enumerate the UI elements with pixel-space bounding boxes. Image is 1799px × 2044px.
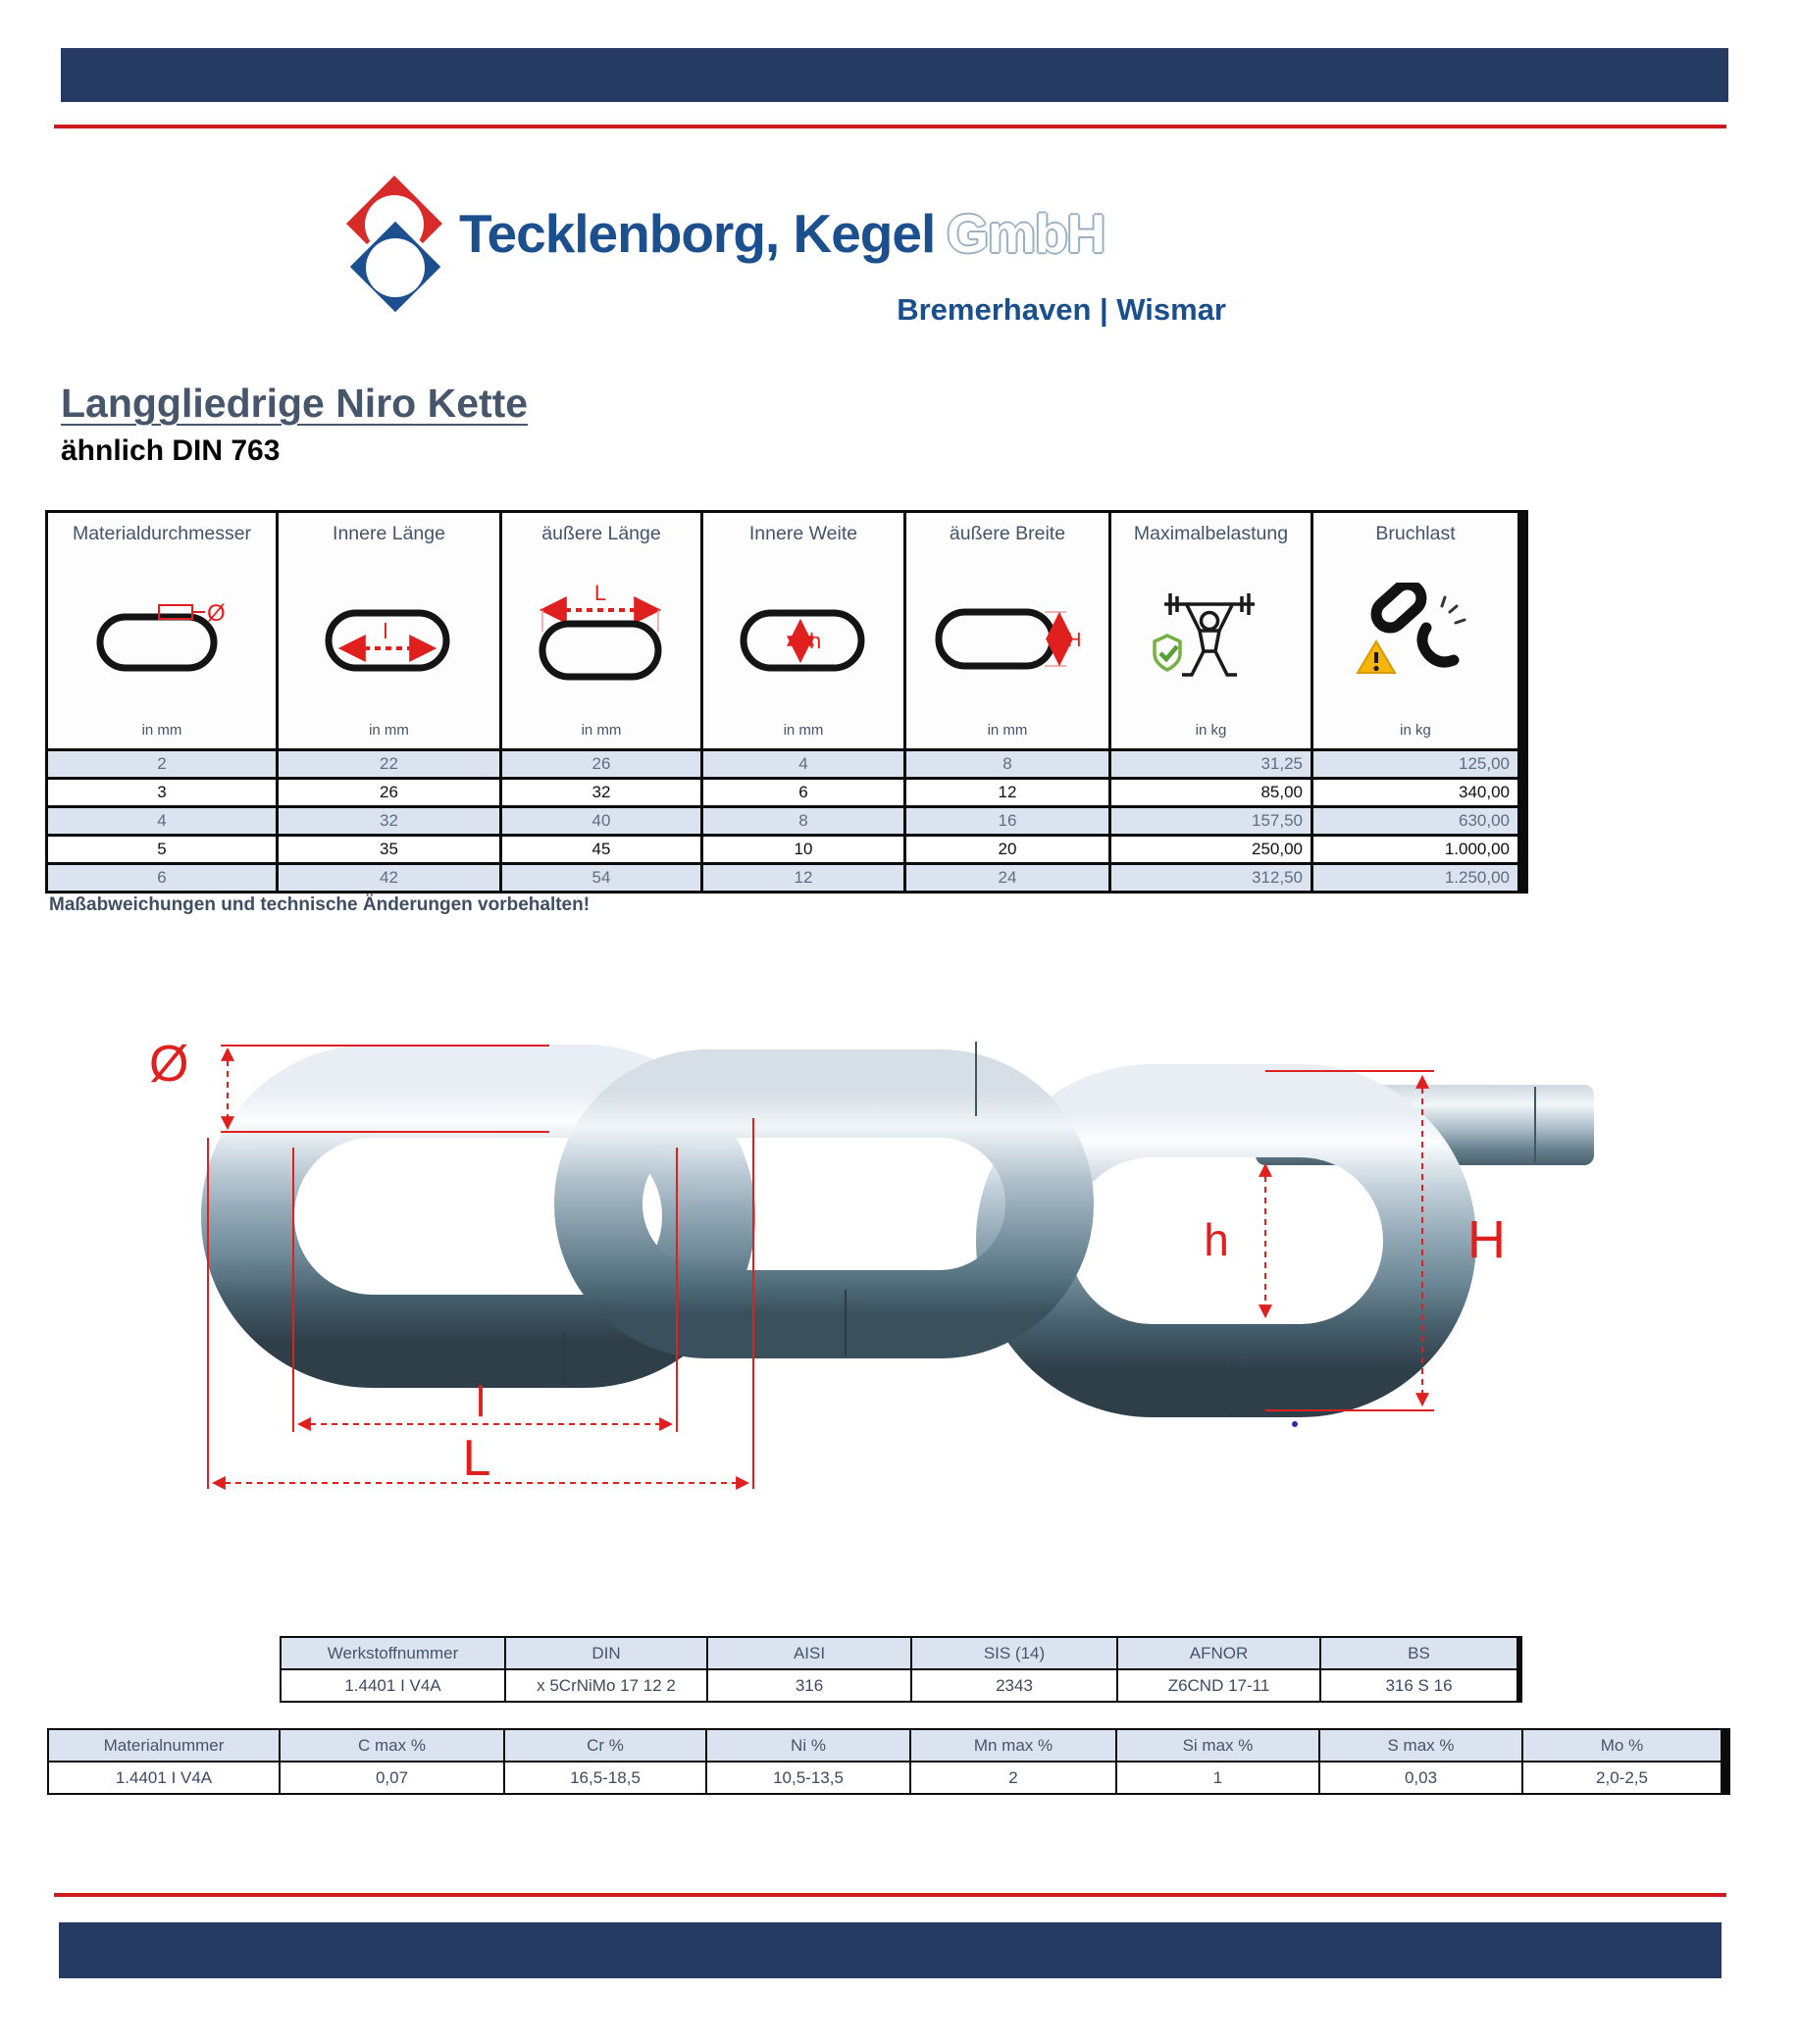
dimension-cell: 5 bbox=[48, 837, 276, 862]
material-header-cell: BS bbox=[1321, 1638, 1516, 1668]
column-aeussere-breite: äußere Breite H in mm bbox=[906, 513, 1108, 748]
dimension-cell: 45 bbox=[502, 837, 700, 862]
column-maximalbelastung: Maximalbelastung in kg bbox=[1111, 513, 1311, 748]
company-name-suffix: GmbH bbox=[947, 203, 1105, 264]
composition-table-header bbox=[49, 1730, 1728, 1761]
link-outer-length-icon bbox=[526, 545, 678, 722]
composition-table-values bbox=[49, 1763, 1728, 1793]
svg-text:l: l bbox=[383, 618, 388, 643]
material-value-cell: x 5CrNiMo 17 12 2 bbox=[506, 1670, 706, 1701]
dimension-table bbox=[45, 510, 1528, 894]
dimension-cell: 40 bbox=[502, 808, 700, 834]
page-subtitle: ähnlich DIN 763 bbox=[61, 434, 281, 467]
dimension-cell: 42 bbox=[279, 865, 499, 891]
dimension-cell: 10 bbox=[703, 837, 903, 862]
material-table-values bbox=[282, 1670, 1520, 1701]
dimension-cell: 16 bbox=[906, 808, 1108, 834]
dimension-cell: 85,00 bbox=[1111, 780, 1311, 805]
dimension-cell: 250,00 bbox=[1111, 837, 1311, 862]
chain-diagram bbox=[0, 1000, 1799, 1550]
svg-text:Ø: Ø bbox=[206, 599, 226, 627]
dimension-cell: 24 bbox=[906, 865, 1108, 891]
disclaimer-note: Maßabweichungen und technische Änderungen vorbehalten! bbox=[49, 894, 591, 915]
material-header-cell: Werkstoffnummer bbox=[282, 1638, 504, 1668]
link-inner-length-icon bbox=[313, 545, 465, 722]
composition-value-cell: 2,0-2,5 bbox=[1523, 1763, 1721, 1793]
company-logo-icon bbox=[334, 167, 461, 324]
top-navy-bar bbox=[61, 48, 1728, 102]
composition-value-cell: 2 bbox=[911, 1763, 1115, 1793]
dimension-table-rows bbox=[48, 751, 1525, 891]
inner-width-label: h bbox=[1204, 1214, 1229, 1265]
dimension-cell: 26 bbox=[279, 780, 499, 805]
dimension-cell: 312,50 bbox=[1111, 865, 1311, 891]
dimension-cell: 54 bbox=[502, 865, 700, 891]
material-table bbox=[280, 1636, 1522, 1703]
dimension-cell: 8 bbox=[703, 808, 903, 834]
composition-value-cell: 1.4401 I V4A bbox=[49, 1763, 279, 1793]
dimension-cell: 4 bbox=[48, 808, 276, 834]
dimension-cell: 32 bbox=[279, 808, 499, 834]
dimension-cell: 6 bbox=[48, 865, 276, 891]
column-innere-laenge: Innere Länge l in mm bbox=[279, 513, 499, 748]
composition-value-cell: 10,5-13,5 bbox=[707, 1763, 909, 1793]
material-header-cell: SIS (14) bbox=[912, 1638, 1116, 1668]
dimension-cell: 8 bbox=[906, 751, 1108, 777]
dimension-cell: 125,00 bbox=[1313, 751, 1517, 777]
dimension-cell: 630,00 bbox=[1313, 808, 1517, 834]
composition-value-cell: 1 bbox=[1117, 1763, 1318, 1793]
composition-value-cell: 16,5-18,5 bbox=[505, 1763, 705, 1793]
top-red-rule bbox=[54, 125, 1726, 128]
company-name-main: Tecklenborg, Kegel bbox=[459, 203, 936, 264]
link-inner-width-icon bbox=[728, 545, 880, 722]
weightlifter-icon bbox=[1135, 545, 1287, 722]
material-table-header bbox=[282, 1638, 1520, 1668]
composition-header-cell: C max % bbox=[281, 1730, 503, 1761]
column-aeussere-laenge: äußere Länge L in mm bbox=[502, 513, 700, 748]
outer-length-label: L bbox=[462, 1430, 491, 1487]
dimension-cell: 157,50 bbox=[1111, 808, 1311, 834]
composition-header-cell: Ni % bbox=[707, 1730, 909, 1761]
svg-text:h: h bbox=[808, 628, 821, 653]
dimension-cell: 12 bbox=[906, 780, 1108, 805]
column-bruchlast: Bruchlast in kg bbox=[1313, 513, 1517, 748]
svg-text:L: L bbox=[593, 585, 606, 605]
composition-header-cell: Mn max % bbox=[911, 1730, 1115, 1761]
link-diameter-icon bbox=[86, 545, 238, 722]
dimension-cell: 340,00 bbox=[1313, 780, 1517, 805]
material-header-cell: AISI bbox=[708, 1638, 910, 1668]
dimension-cell: 12 bbox=[703, 865, 903, 891]
bottom-navy-bar bbox=[59, 1922, 1722, 1978]
composition-header-cell: S max % bbox=[1320, 1730, 1521, 1761]
diameter-label: Ø bbox=[149, 1036, 189, 1093]
bottom-red-rule bbox=[54, 1893, 1726, 1897]
page-title: Langgliedrige Niro Kette bbox=[61, 381, 529, 426]
inner-length-label: l bbox=[476, 1378, 486, 1426]
material-value-cell: 1.4401 I V4A bbox=[282, 1670, 504, 1701]
dimension-cell: 1.250,00 bbox=[1313, 865, 1517, 891]
column-innere-weite: Innere Weite h in mm bbox=[703, 513, 903, 748]
dimension-cell: 6 bbox=[703, 780, 903, 805]
material-header-cell: DIN bbox=[506, 1638, 706, 1668]
material-value-cell: 316 S 16 bbox=[1321, 1670, 1516, 1701]
svg-text:H: H bbox=[1067, 629, 1082, 651]
composition-header-cell: Cr % bbox=[505, 1730, 705, 1761]
dimension-cell: 31,25 bbox=[1111, 751, 1311, 777]
outer-width-label: H bbox=[1467, 1210, 1506, 1269]
company-locations: Bremerhaven | Wismar bbox=[897, 292, 1226, 327]
broken-chain-icon bbox=[1340, 545, 1492, 722]
dimension-cell: 2 bbox=[48, 751, 276, 777]
company-name bbox=[459, 202, 1105, 265]
dimension-cell: 1.000,00 bbox=[1313, 837, 1517, 862]
dimension-cell: 3 bbox=[48, 780, 276, 805]
material-header-cell: AFNOR bbox=[1118, 1638, 1319, 1668]
dimension-cell: 4 bbox=[703, 751, 903, 777]
composition-table bbox=[47, 1728, 1730, 1795]
dimension-cell: 32 bbox=[502, 780, 700, 805]
link-outer-width-icon bbox=[929, 545, 1086, 722]
composition-value-cell: 0,03 bbox=[1320, 1763, 1521, 1793]
material-value-cell: 2343 bbox=[912, 1670, 1116, 1701]
dimension-table-header bbox=[48, 513, 1525, 748]
composition-header-cell: Mo % bbox=[1523, 1730, 1721, 1761]
composition-header-cell: Materialnummer bbox=[49, 1730, 279, 1761]
composition-value-cell: 0,07 bbox=[281, 1763, 503, 1793]
dimension-cell: 26 bbox=[502, 751, 700, 777]
dimension-cell: 22 bbox=[279, 751, 499, 777]
column-materialdurchmesser: Materialdurchmesser Ø in mm bbox=[48, 513, 276, 748]
material-value-cell: 316 bbox=[708, 1670, 910, 1701]
composition-header-cell: Si max % bbox=[1117, 1730, 1318, 1761]
dimension-cell: 20 bbox=[906, 837, 1108, 862]
material-value-cell: Z6CND 17-11 bbox=[1118, 1670, 1319, 1701]
dimension-cell: 35 bbox=[279, 837, 499, 862]
